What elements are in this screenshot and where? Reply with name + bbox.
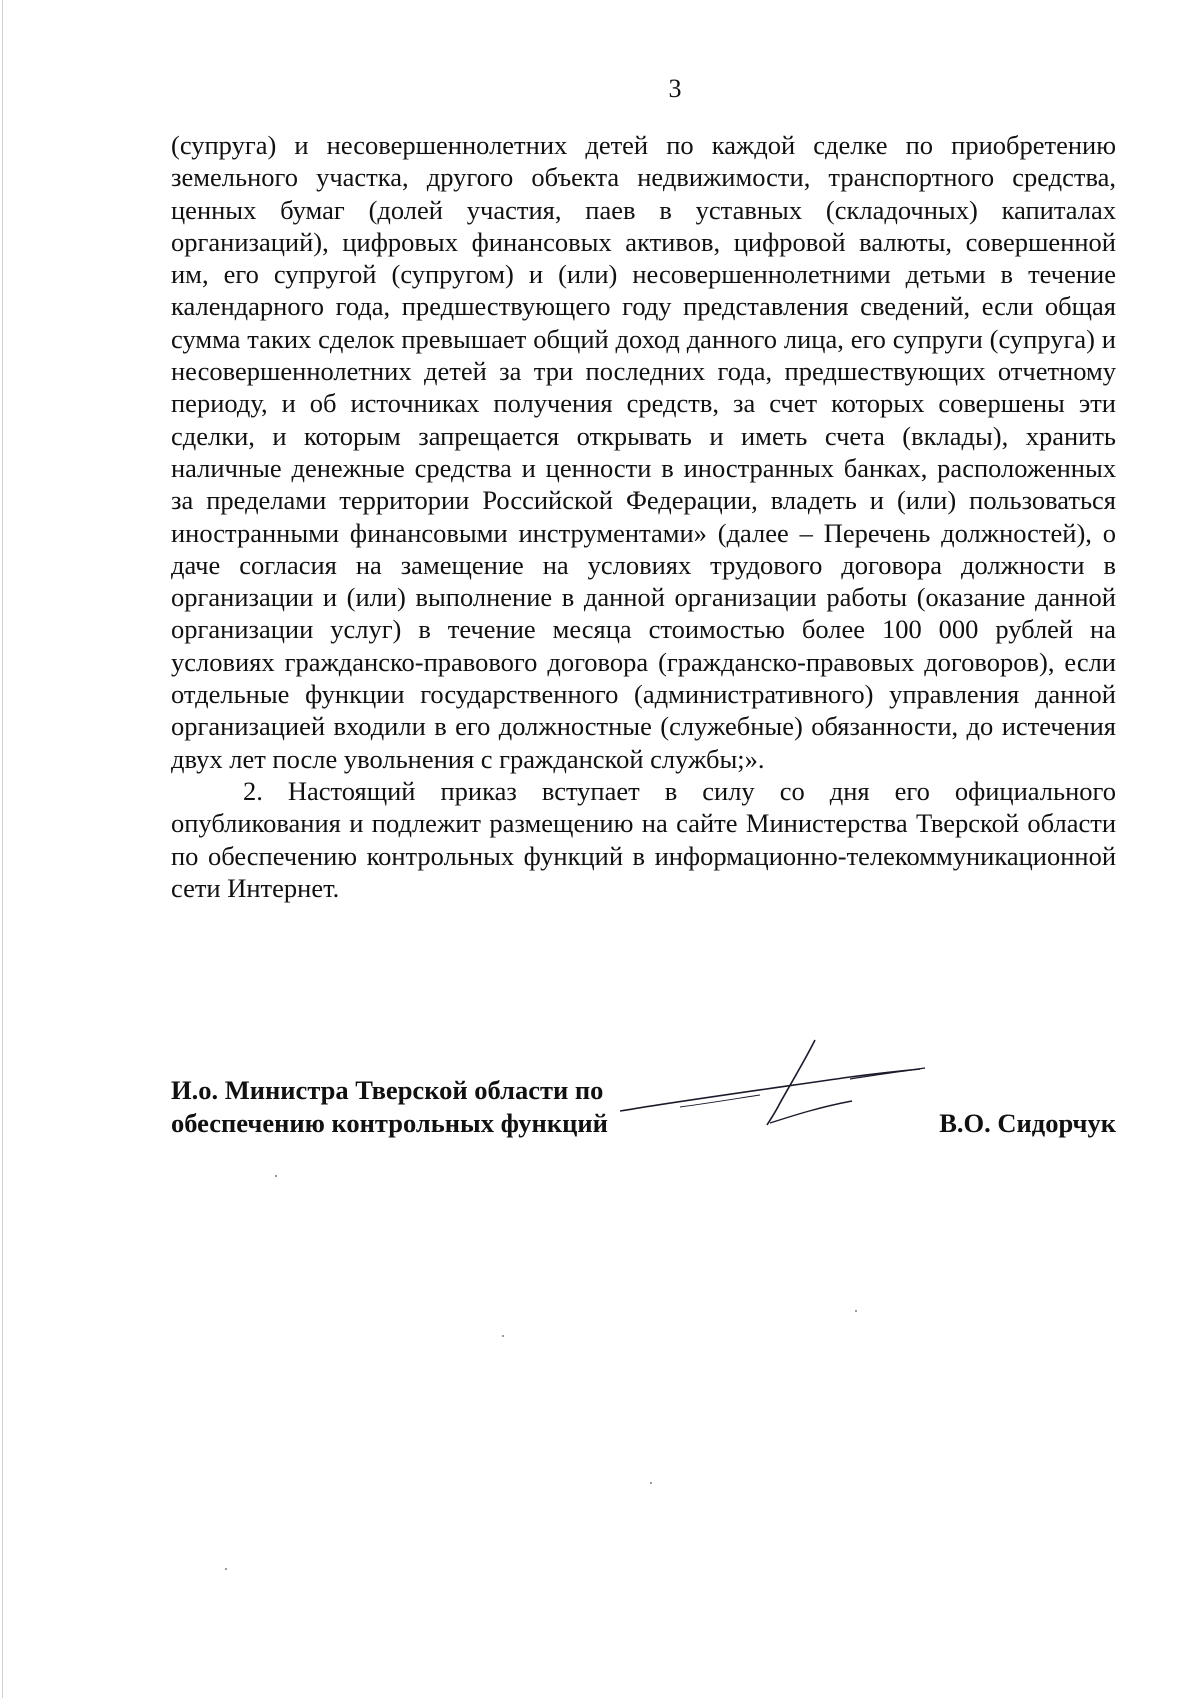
signatory-position-line-2: обеспечению контрольных функций	[171, 1108, 608, 1138]
scan-edge-line	[2, 0, 3, 1698]
scan-speck	[855, 1310, 857, 1312]
document-body	[171, 129, 1116, 904]
scan-speck	[275, 1175, 277, 1177]
paragraph-continuation: (супруга) и несовершеннолетних детей по каждой сделке по приобретению земельного участка, другого объекта недвижимости, транспортного средства, ценных бумаг (долей участия, паев в уставных (складочных) капиталах организаций), цифровых финансовых активов, цифровой валюты, совершенной им, его супругой (супругом) и (или) несовершеннолетними детьми в течение календарного года, предшествующего году представления сведений, если общая сумма таких сделок превышает общий доход данного лица, его супруги (супруга) и несовершеннолетних детей за три последних года, предшествующих отчетному периоду, и об источниках получения средств, за счет которых совершены эти сделки, и которым запрещается открывать и иметь счета (вклады), хранить наличные денежные средства и ценности в иностранных банках, расположенных за пределами территории Российской Федерации, владеть и (или) пользоваться иностранными финансовыми инструментами» (далее – Перечень должностей), о даче согласия на замещение на условиях трудового договора должности в организации и (или) выполнение в данной организации работы (оказание данной организации услуг) в течение месяца стоимостью более 100 000 рублей на условиях гражданско-правового договора (гражданско-правовых договоров), если отдельные функции государственного (административного) управления данной организацией входили в его должностные (служебные) обязанности, до истечения двух лет после увольнения с гражданской службы;».	[171, 130, 1116, 774]
scan-speck	[502, 1335, 504, 1337]
page-number: 3	[668, 74, 682, 103]
signer-name: В.О. Сидорчук	[939, 1108, 1116, 1138]
scan-speck	[225, 1568, 227, 1570]
signatory-position-line-1: И.о. Министра Тверской области по	[171, 1075, 604, 1105]
paragraph-effective-date: 2. Настоящий приказ вступает в силу со дня его официального опубликования и подлежит размещению на сайте Министерства Тверской области по обеспечению контрольных функций в информационно-телекоммуникационной сети Интернет.	[171, 775, 1116, 903]
signatory-position	[171, 1074, 608, 1140]
handwritten-signature	[620, 1035, 940, 1135]
scan-speck	[650, 1482, 652, 1484]
